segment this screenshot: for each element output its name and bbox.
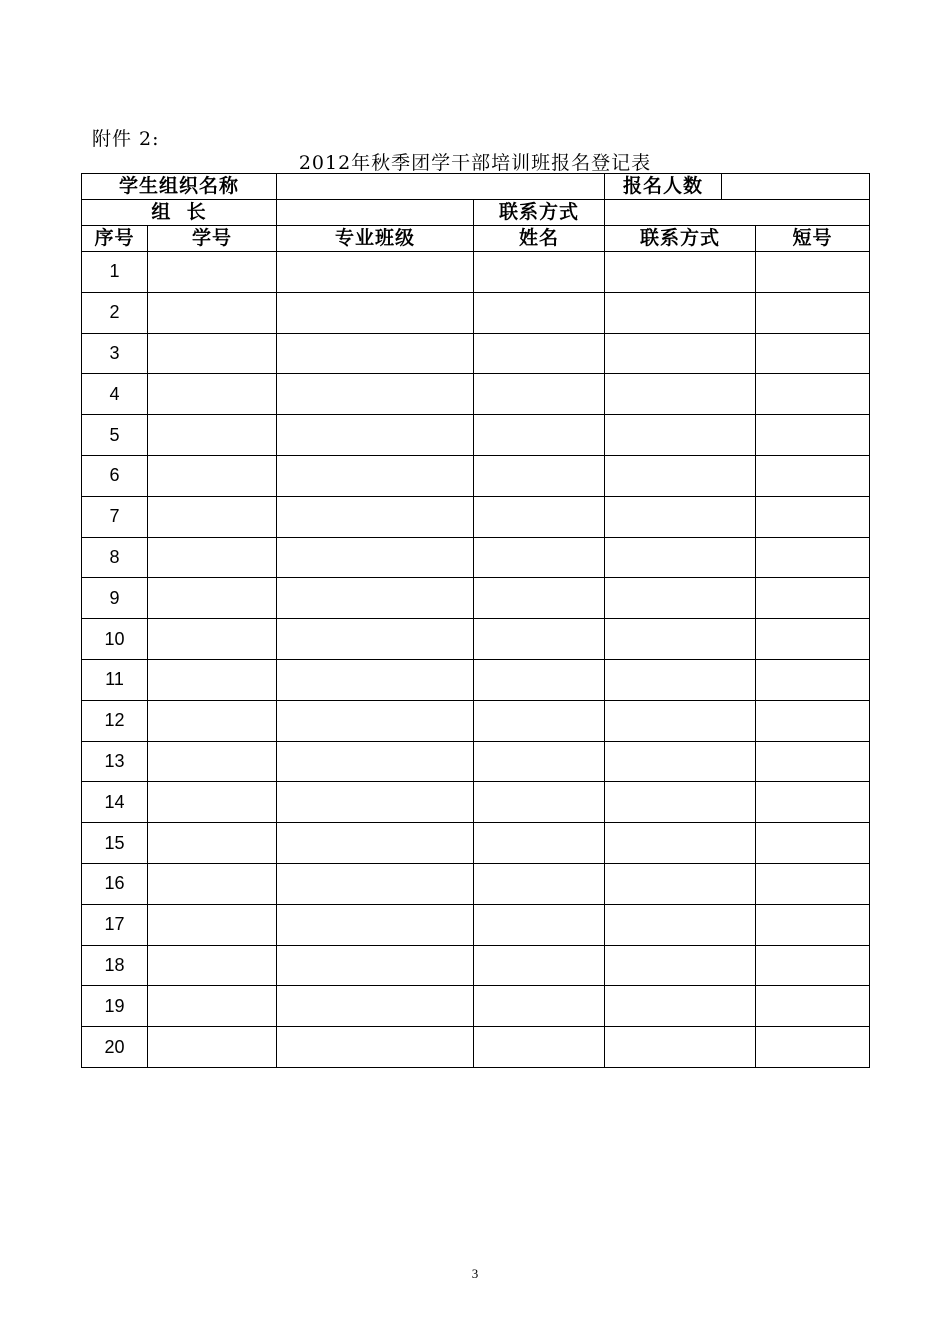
short-number-cell[interactable] bbox=[756, 415, 870, 456]
short-number-cell[interactable] bbox=[756, 496, 870, 537]
count-label: 报名人数 bbox=[605, 174, 722, 200]
short-number-cell[interactable] bbox=[756, 1027, 870, 1068]
major-class-cell[interactable] bbox=[277, 863, 474, 904]
row-index: 1 bbox=[82, 252, 148, 293]
major-class-cell[interactable] bbox=[277, 333, 474, 374]
student-id-cell[interactable] bbox=[148, 863, 277, 904]
student-id-cell[interactable] bbox=[148, 415, 277, 456]
document-title: 2012年秋季团学干部培训班报名登记表 bbox=[298, 152, 652, 174]
name-cell[interactable] bbox=[474, 292, 605, 333]
name-cell[interactable] bbox=[474, 863, 605, 904]
major-class-cell[interactable] bbox=[277, 292, 474, 333]
contact-cell[interactable] bbox=[605, 619, 756, 660]
major-class-cell[interactable] bbox=[277, 496, 474, 537]
contact-cell[interactable] bbox=[605, 863, 756, 904]
name-cell[interactable] bbox=[474, 823, 605, 864]
name-cell[interactable] bbox=[474, 700, 605, 741]
col-header-short-number: 短号 bbox=[756, 226, 870, 252]
row-index: 13 bbox=[82, 741, 148, 782]
row-index: 20 bbox=[82, 1027, 148, 1068]
table-row bbox=[82, 537, 870, 578]
name-cell[interactable] bbox=[474, 374, 605, 415]
leader-row bbox=[82, 200, 870, 226]
row-index: 4 bbox=[82, 374, 148, 415]
name-cell[interactable] bbox=[474, 782, 605, 823]
major-class-cell[interactable] bbox=[277, 1027, 474, 1068]
table-row bbox=[82, 945, 870, 986]
contact-cell[interactable] bbox=[605, 455, 756, 496]
name-cell[interactable] bbox=[474, 252, 605, 293]
col-header-index: 序号 bbox=[82, 226, 148, 252]
name-cell[interactable] bbox=[474, 659, 605, 700]
major-class-cell[interactable] bbox=[277, 537, 474, 578]
student-id-cell[interactable] bbox=[148, 945, 277, 986]
row-index: 15 bbox=[82, 823, 148, 864]
student-id-cell[interactable] bbox=[148, 741, 277, 782]
row-index: 11 bbox=[82, 659, 148, 700]
contact-field[interactable] bbox=[605, 200, 870, 226]
table-row bbox=[82, 863, 870, 904]
row-index: 6 bbox=[82, 455, 148, 496]
short-number-cell[interactable] bbox=[756, 823, 870, 864]
row-index: 3 bbox=[82, 333, 148, 374]
row-index: 2 bbox=[82, 292, 148, 333]
major-class-cell[interactable] bbox=[277, 659, 474, 700]
table-row bbox=[82, 455, 870, 496]
table-row bbox=[82, 374, 870, 415]
attachment-label: 附件 2: bbox=[92, 128, 160, 150]
table-row bbox=[82, 333, 870, 374]
name-cell[interactable] bbox=[474, 333, 605, 374]
row-index: 16 bbox=[82, 863, 148, 904]
contact-cell[interactable] bbox=[605, 415, 756, 456]
col-header-contact: 联系方式 bbox=[605, 226, 756, 252]
contact-cell[interactable] bbox=[605, 782, 756, 823]
registration-table bbox=[81, 173, 870, 1068]
major-class-cell[interactable] bbox=[277, 945, 474, 986]
table-row bbox=[82, 741, 870, 782]
short-number-cell[interactable] bbox=[756, 659, 870, 700]
short-number-cell[interactable] bbox=[756, 782, 870, 823]
short-number-cell[interactable] bbox=[756, 619, 870, 660]
contact-cell[interactable] bbox=[605, 292, 756, 333]
short-number-cell[interactable] bbox=[756, 333, 870, 374]
short-number-cell[interactable] bbox=[756, 455, 870, 496]
contact-cell[interactable] bbox=[605, 986, 756, 1027]
name-cell[interactable] bbox=[474, 986, 605, 1027]
row-index: 19 bbox=[82, 986, 148, 1027]
contact-cell[interactable] bbox=[605, 333, 756, 374]
name-cell[interactable] bbox=[474, 1027, 605, 1068]
table-row bbox=[82, 1027, 870, 1068]
leader-field[interactable] bbox=[277, 200, 474, 226]
student-id-cell[interactable] bbox=[148, 252, 277, 293]
student-id-cell[interactable] bbox=[148, 659, 277, 700]
table-row bbox=[82, 700, 870, 741]
name-cell[interactable] bbox=[474, 945, 605, 986]
student-id-cell[interactable] bbox=[148, 782, 277, 823]
contact-cell[interactable] bbox=[605, 1027, 756, 1068]
table-row bbox=[82, 496, 870, 537]
short-number-cell[interactable] bbox=[756, 700, 870, 741]
col-header-name: 姓名 bbox=[474, 226, 605, 252]
name-cell[interactable] bbox=[474, 455, 605, 496]
major-class-cell[interactable] bbox=[277, 374, 474, 415]
student-id-cell[interactable] bbox=[148, 292, 277, 333]
count-field[interactable] bbox=[722, 174, 870, 200]
student-id-cell[interactable] bbox=[148, 537, 277, 578]
short-number-cell[interactable] bbox=[756, 741, 870, 782]
org-name-label: 学生组织名称 bbox=[82, 174, 277, 200]
short-number-cell[interactable] bbox=[756, 986, 870, 1027]
student-id-cell[interactable] bbox=[148, 986, 277, 1027]
short-number-cell[interactable] bbox=[756, 252, 870, 293]
contact-label: 联系方式 bbox=[474, 200, 605, 226]
student-id-cell[interactable] bbox=[148, 578, 277, 619]
short-number-cell[interactable] bbox=[756, 374, 870, 415]
name-cell[interactable] bbox=[474, 619, 605, 660]
contact-cell[interactable] bbox=[605, 659, 756, 700]
student-id-cell[interactable] bbox=[148, 333, 277, 374]
table-row bbox=[82, 659, 870, 700]
major-class-cell[interactable] bbox=[277, 782, 474, 823]
row-index: 18 bbox=[82, 945, 148, 986]
table-row bbox=[82, 252, 870, 293]
row-index: 8 bbox=[82, 537, 148, 578]
major-class-cell[interactable] bbox=[277, 904, 474, 945]
major-class-cell[interactable] bbox=[277, 823, 474, 864]
row-index: 14 bbox=[82, 782, 148, 823]
contact-cell[interactable] bbox=[605, 374, 756, 415]
table-row bbox=[82, 292, 870, 333]
col-header-major-class: 专业班级 bbox=[277, 226, 474, 252]
contact-cell[interactable] bbox=[605, 904, 756, 945]
student-id-cell[interactable] bbox=[148, 496, 277, 537]
contact-cell[interactable] bbox=[605, 823, 756, 864]
student-id-cell[interactable] bbox=[148, 374, 277, 415]
name-cell[interactable] bbox=[474, 741, 605, 782]
short-number-cell[interactable] bbox=[756, 904, 870, 945]
leader-label: 组 长 bbox=[82, 200, 277, 226]
row-index: 5 bbox=[82, 415, 148, 456]
contact-cell[interactable] bbox=[605, 945, 756, 986]
col-header-student-id: 学号 bbox=[148, 226, 277, 252]
table-row bbox=[82, 578, 870, 619]
table-row bbox=[82, 619, 870, 660]
major-class-cell[interactable] bbox=[277, 252, 474, 293]
table-row bbox=[82, 904, 870, 945]
name-cell[interactable] bbox=[474, 537, 605, 578]
major-class-cell[interactable] bbox=[277, 700, 474, 741]
short-number-cell[interactable] bbox=[756, 292, 870, 333]
short-number-cell[interactable] bbox=[756, 578, 870, 619]
major-class-cell[interactable] bbox=[277, 455, 474, 496]
student-id-cell[interactable] bbox=[148, 1027, 277, 1068]
contact-cell[interactable] bbox=[605, 252, 756, 293]
short-number-cell[interactable] bbox=[756, 537, 870, 578]
table-row bbox=[82, 986, 870, 1027]
row-index: 9 bbox=[82, 578, 148, 619]
student-id-cell[interactable] bbox=[148, 823, 277, 864]
short-number-cell[interactable] bbox=[756, 863, 870, 904]
major-class-cell[interactable] bbox=[277, 415, 474, 456]
student-id-cell[interactable] bbox=[148, 455, 277, 496]
major-class-cell[interactable] bbox=[277, 578, 474, 619]
contact-cell[interactable] bbox=[605, 578, 756, 619]
org-name-field[interactable] bbox=[277, 174, 605, 200]
major-class-cell[interactable] bbox=[277, 619, 474, 660]
student-id-cell[interactable] bbox=[148, 904, 277, 945]
org-row bbox=[82, 174, 870, 200]
name-cell[interactable] bbox=[474, 496, 605, 537]
table-row bbox=[82, 782, 870, 823]
contact-cell[interactable] bbox=[605, 537, 756, 578]
row-index: 17 bbox=[82, 904, 148, 945]
name-cell[interactable] bbox=[474, 415, 605, 456]
student-id-cell[interactable] bbox=[148, 619, 277, 660]
table-row bbox=[82, 415, 870, 456]
column-header-row bbox=[82, 226, 870, 252]
contact-cell[interactable] bbox=[605, 700, 756, 741]
row-index: 7 bbox=[82, 496, 148, 537]
row-index: 10 bbox=[82, 619, 148, 660]
row-index: 12 bbox=[82, 700, 148, 741]
short-number-cell[interactable] bbox=[756, 945, 870, 986]
page-number: 3 bbox=[471, 1266, 479, 1281]
major-class-cell[interactable] bbox=[277, 986, 474, 1027]
name-cell[interactable] bbox=[474, 904, 605, 945]
table-row bbox=[82, 823, 870, 864]
major-class-cell[interactable] bbox=[277, 741, 474, 782]
contact-cell[interactable] bbox=[605, 741, 756, 782]
contact-cell[interactable] bbox=[605, 496, 756, 537]
student-id-cell[interactable] bbox=[148, 700, 277, 741]
name-cell[interactable] bbox=[474, 578, 605, 619]
